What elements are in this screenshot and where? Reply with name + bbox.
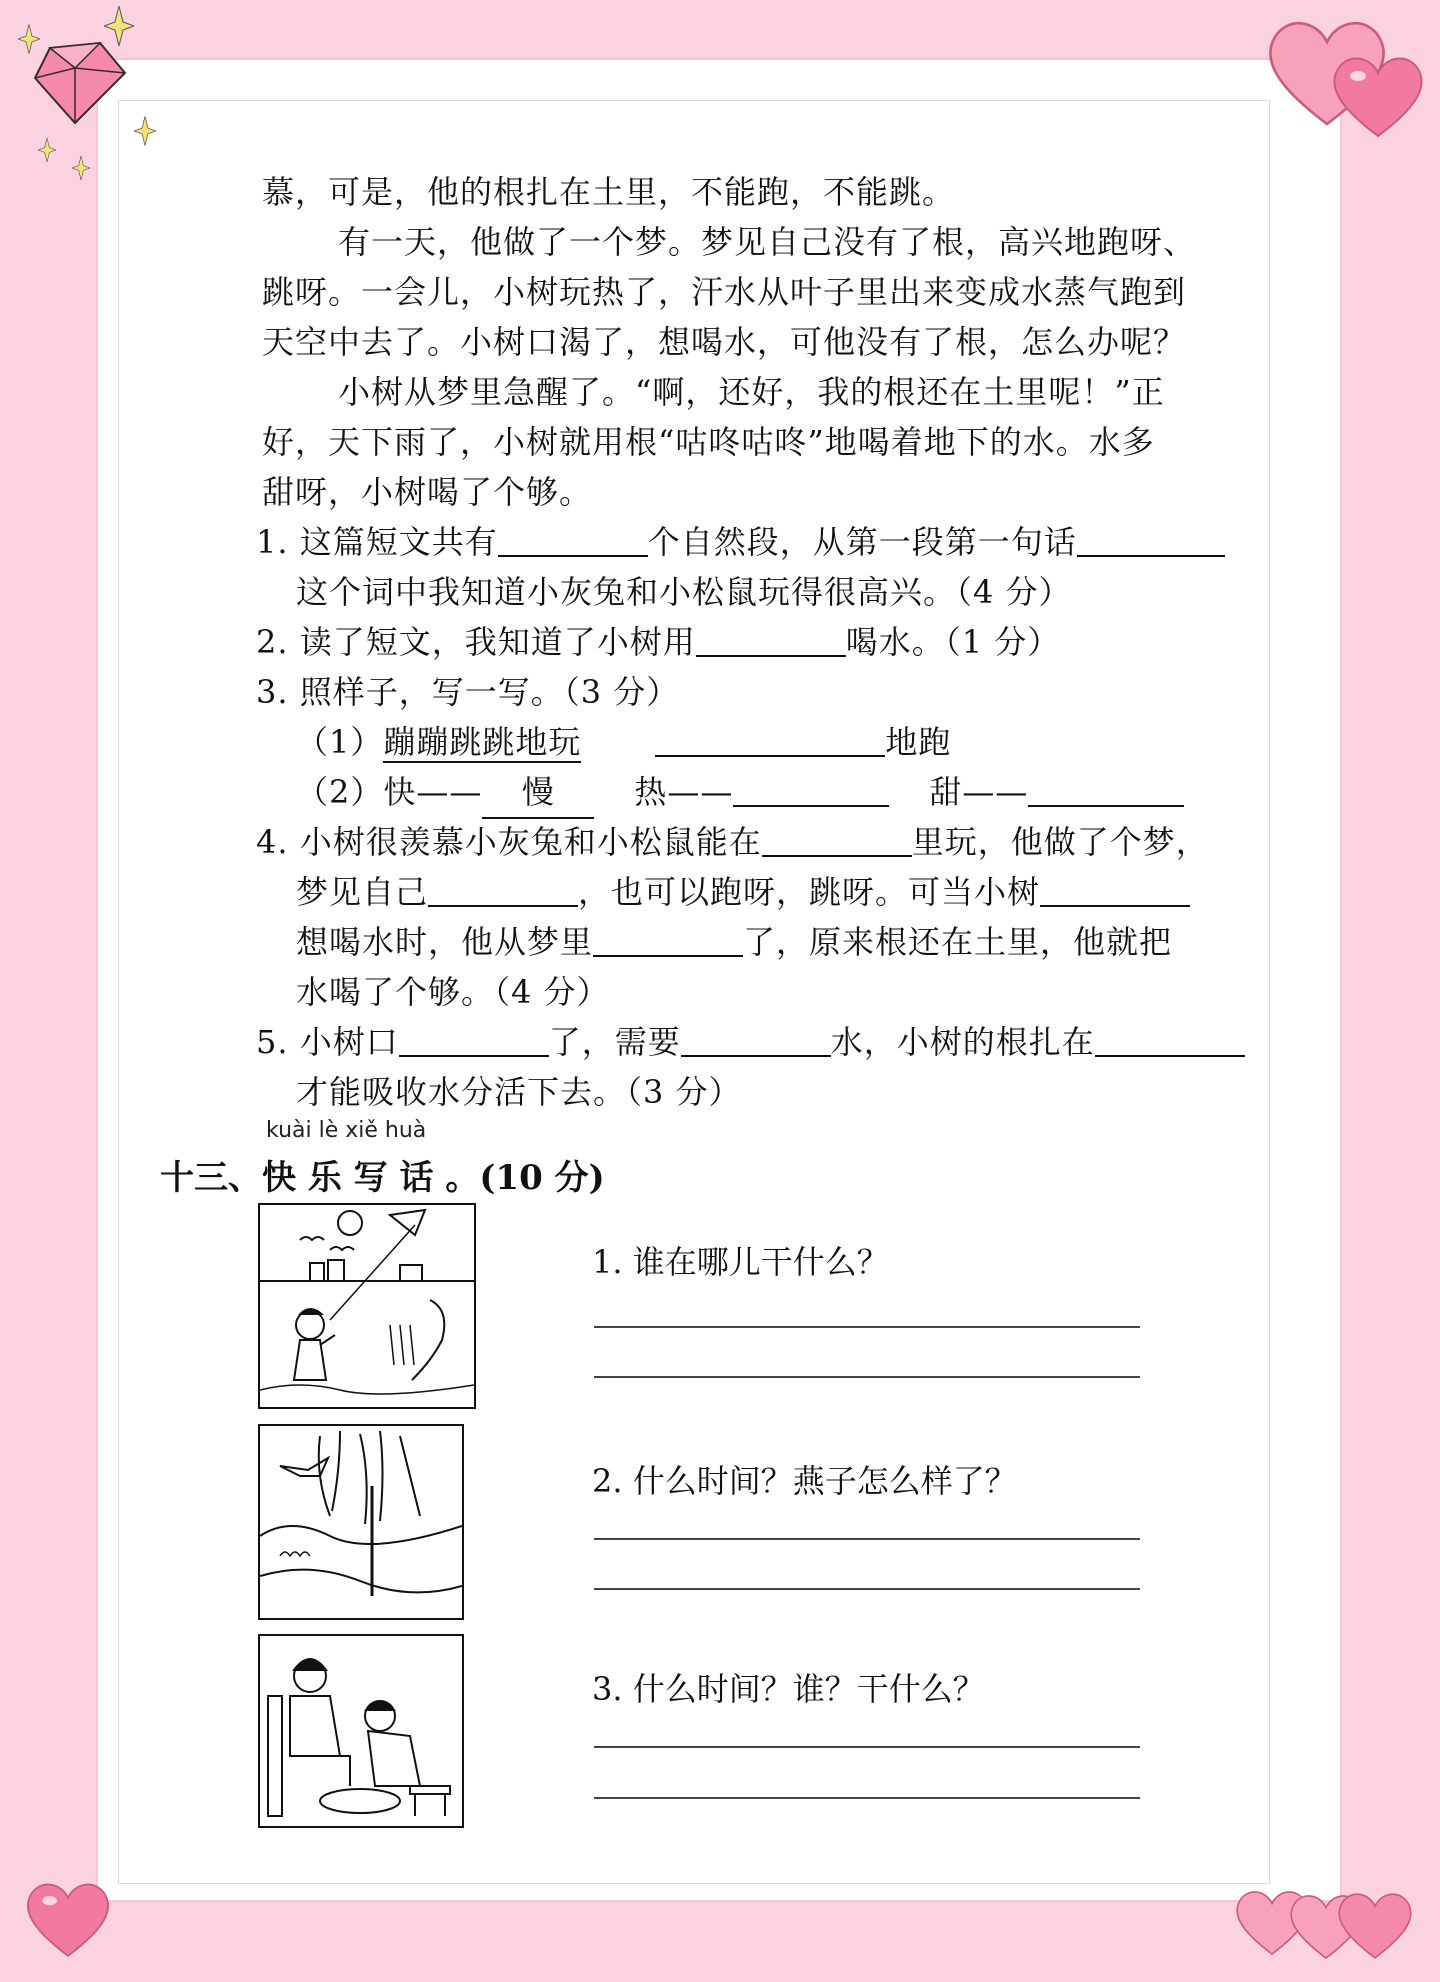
- writing-prompt: 2. 什么时间？燕子怎么样了？: [592, 1462, 1017, 1500]
- section-pinyin: kuài lè xiě huà: [266, 1118, 427, 1143]
- question-3-2: [296, 767, 1184, 819]
- picture-swallow-willow: [258, 1424, 464, 1620]
- passage-line: 慕，可是，他的根扎在土里，不能跑，不能跳。: [262, 173, 956, 211]
- question-text: 水，小树的根扎在: [830, 1023, 1095, 1061]
- picture-feet-washing: [258, 1634, 464, 1828]
- question-3: 3. 照样子，写一写。（3 分）: [256, 673, 680, 711]
- item-text: 热——: [634, 773, 734, 811]
- item-text: 甜——: [929, 773, 1029, 811]
- writing-prompt: 1. 谁在哪儿干什么？: [592, 1243, 889, 1281]
- question-2: [256, 617, 1060, 667]
- question-text: 个自然段，从第一段第一句话: [647, 523, 1077, 561]
- question-4-cont: 水喝了个够。（4 分）: [296, 973, 610, 1011]
- writing-line[interactable]: [594, 1746, 1140, 1748]
- question-1: [256, 517, 1225, 567]
- question-text: 1. 这篇短文共有: [256, 523, 498, 561]
- answer-blank[interactable]: [593, 921, 743, 957]
- passage-line: 天空中去了。小树口渴了，想喝水，可他没有了根，怎么办呢？: [262, 323, 1187, 361]
- item-label: （1）: [296, 723, 384, 761]
- question-text: 喝水。（1 分）: [845, 623, 1061, 661]
- example-word: 慢: [482, 767, 594, 819]
- passage-line: 甜呀，小树喝了个够。: [262, 473, 593, 511]
- passage-line: 跳呀。一会儿，小树玩热了，汗水从叶子里出来变成水蒸气跑到: [262, 273, 1187, 311]
- answer-blank[interactable]: [655, 721, 885, 757]
- question-4-cont: [296, 917, 1172, 967]
- passage-line: 有一天，他做了一个梦。梦见自己没有了根，高兴地跑呀、: [338, 223, 1197, 261]
- question-text: 了，原来根还在土里，他就把: [743, 923, 1173, 961]
- item-label: （2）快——: [296, 773, 483, 811]
- answer-blank[interactable]: [1040, 871, 1190, 907]
- answer-blank[interactable]: [1028, 771, 1184, 807]
- writing-line[interactable]: [594, 1538, 1140, 1540]
- answer-blank[interactable]: [1095, 1021, 1245, 1057]
- question-1-cont: 这个词中我知道小灰兔和小松鼠玩得很高兴。（4 分）: [296, 573, 1072, 611]
- question-text: 4. 小树很羡慕小灰兔和小松鼠能在: [256, 823, 762, 861]
- question-text: 5. 小树口: [256, 1023, 399, 1061]
- question-4: [256, 817, 1209, 867]
- question-5: [256, 1017, 1245, 1067]
- question-text: ，也可以跑呀，跳呀。可当小树: [578, 873, 1041, 911]
- answer-blank[interactable]: [399, 1021, 549, 1057]
- question-text: 梦见自己: [296, 873, 429, 911]
- writing-line[interactable]: [594, 1376, 1140, 1378]
- writing-line[interactable]: [594, 1797, 1140, 1799]
- example-word: 蹦蹦跳跳地玩: [383, 723, 582, 761]
- question-5-cont: 才能吸收水分活下去。（3 分）: [296, 1073, 742, 1111]
- passage-line: 小树从梦里急醒了。“啊，还好，我的根还在土里呢！”正: [338, 373, 1165, 411]
- answer-blank[interactable]: [681, 1021, 831, 1057]
- answer-blank[interactable]: [733, 771, 889, 807]
- question-text: 里玩，他做了个梦，: [911, 823, 1209, 861]
- question-text: 想喝水时，他从梦里: [296, 923, 594, 961]
- writing-line[interactable]: [594, 1588, 1140, 1590]
- answer-blank[interactable]: [696, 621, 846, 657]
- answer-blank[interactable]: [762, 821, 912, 857]
- writing-line[interactable]: [594, 1326, 1140, 1328]
- question-text: 了，需要: [548, 1023, 681, 1061]
- question-3-1: [296, 717, 951, 767]
- question-4-cont: [296, 867, 1190, 917]
- question-text: 2. 读了短文，我知道了小树用: [256, 623, 696, 661]
- item-text: 地跑: [885, 723, 952, 761]
- passage-line: 好，天下雨了，小树就用根“咕咚咕咚”地喝着地下的水。水多: [262, 423, 1155, 461]
- picture-kite-flying: [258, 1203, 476, 1409]
- answer-blank[interactable]: [498, 521, 648, 557]
- answer-blank[interactable]: [1077, 521, 1225, 557]
- answer-blank[interactable]: [428, 871, 578, 907]
- section-title: 十三、快 乐 写 话 。(10 分): [160, 1158, 605, 1198]
- writing-prompt: 3. 什么时间？谁？干什么？: [592, 1670, 985, 1708]
